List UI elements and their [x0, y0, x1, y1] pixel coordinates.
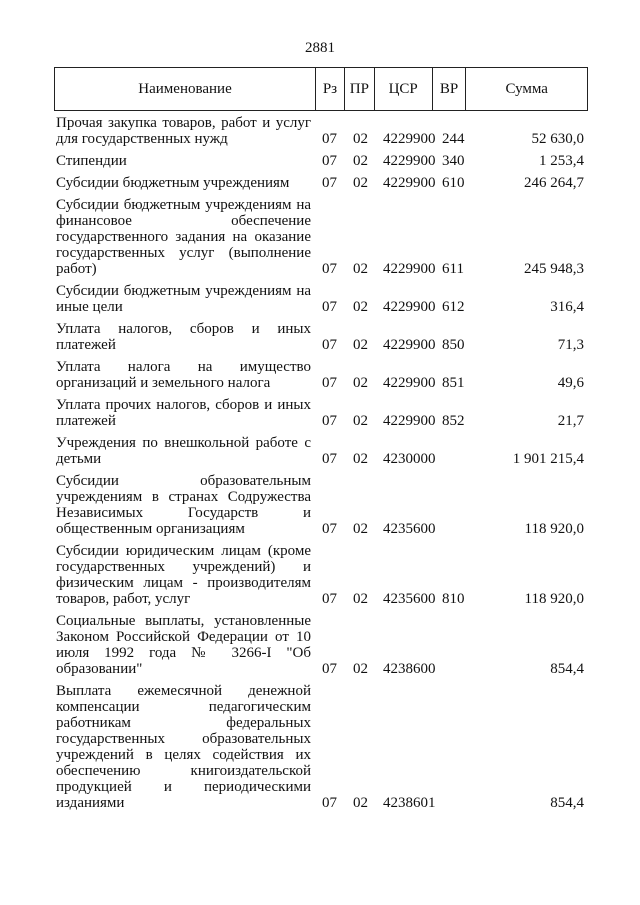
row-name: Уплата налогов, сборов и иных платежей: [56, 321, 311, 353]
page-number: 2881: [305, 40, 335, 56]
row-pr: 02: [353, 413, 368, 429]
row-sum: 118 920,0: [524, 591, 584, 607]
row-pr: 02: [353, 521, 368, 537]
row-sum: 21,7: [557, 413, 584, 429]
table-row: [56, 613, 586, 677]
row-pr: 02: [353, 795, 368, 811]
row-rz: 07: [322, 337, 337, 353]
row-csr: 4229900: [383, 375, 436, 391]
table-header: [54, 67, 588, 111]
row-csr: 4229900: [383, 261, 436, 277]
row-sum: 71,3: [557, 337, 584, 353]
header-name: Наименование: [138, 80, 232, 97]
row-csr: 4235600: [383, 521, 436, 537]
row-vr: 611: [442, 261, 464, 277]
row-name: Выплата ежемесячной денежной компенсации педагогическим работникам федеральных государственных образовательных учреждений в целях содействия их обеспечению книгоиздательской продукцией и периодическими изданиями: [56, 683, 311, 811]
row-rz: 07: [322, 591, 337, 607]
table-row: [56, 283, 586, 315]
row-name: Социальные выплаты, установленные Законом Российской Федерации от 10 июля 1992 года № 3266-I "Об образовании": [56, 613, 311, 677]
row-vr: 244: [442, 131, 465, 147]
row-vr: 810: [442, 591, 465, 607]
row-name: Субсидии бюджетным учреждениям на иные цели: [56, 283, 311, 315]
row-name: Уплата прочих налогов, сборов и иных платежей: [56, 397, 311, 429]
row-sum: 1 901 215,4: [512, 451, 584, 467]
row-vr: 612: [442, 299, 465, 315]
header-rz: Рз: [315, 68, 344, 110]
row-name: Субсидии образовательным учреждениям в странах Содружества Независимых Государств и общественным организациям: [56, 473, 311, 537]
row-rz: 07: [322, 299, 337, 315]
row-csr: 4229900: [383, 413, 436, 429]
table-row: [56, 197, 586, 277]
row-rz: 07: [322, 661, 337, 677]
row-rz: 07: [322, 413, 337, 429]
row-pr: 02: [353, 661, 368, 677]
row-csr: 4238601: [383, 795, 436, 811]
row-vr: 850: [442, 337, 465, 353]
row-sum: 854,4: [550, 795, 584, 811]
row-sum: 49,6: [557, 375, 584, 391]
table-row: [56, 153, 586, 169]
row-rz: 07: [322, 175, 337, 191]
row-vr: 610: [442, 175, 465, 191]
table-row: [56, 397, 586, 429]
row-csr: 4229900: [383, 153, 436, 169]
row-rz: 07: [322, 375, 337, 391]
row-name: Субсидии бюджетным учреждениям: [56, 175, 290, 191]
row-pr: 02: [353, 591, 368, 607]
row-vr: 851: [442, 375, 465, 391]
row-name: Уплата налога на имущество организаций и земельного налога: [56, 359, 311, 391]
row-sum: 1 253,4: [539, 153, 584, 169]
table-row: [56, 543, 586, 607]
row-sum: 118 920,0: [524, 521, 584, 537]
header-pr: ПР: [344, 68, 374, 110]
row-sum: 245 948,3: [524, 261, 584, 277]
row-csr: 4229900: [383, 299, 436, 315]
row-sum: 246 264,7: [524, 175, 584, 191]
row-pr: 02: [353, 337, 368, 353]
row-name: Учреждения по внешкольной работе с детьми: [56, 435, 311, 467]
row-rz: 07: [322, 795, 337, 811]
table-row: [56, 321, 586, 353]
row-pr: 02: [353, 451, 368, 467]
row-sum: 316,4: [550, 299, 584, 315]
row-pr: 02: [353, 153, 368, 169]
row-vr: 340: [442, 153, 465, 169]
row-rz: 07: [322, 131, 337, 147]
row-pr: 02: [353, 175, 368, 191]
row-csr: 4235600: [383, 591, 436, 607]
row-csr: 4238600: [383, 661, 436, 677]
row-name: Субсидии бюджетным учреждениям на финансовое обеспечение государственного задания на оказание государственных услуг (выполнение работ): [56, 197, 311, 277]
row-sum: 854,4: [550, 661, 584, 677]
table-row: [56, 359, 586, 391]
row-name: Прочая закупка товаров, работ и услуг для государственных нужд: [56, 115, 311, 147]
row-rz: 07: [322, 451, 337, 467]
row-csr: 4229900: [383, 337, 436, 353]
row-sum: 52 630,0: [531, 131, 584, 147]
header-sum: Сумма: [465, 68, 587, 110]
table-row: [56, 115, 586, 147]
table-row: [56, 175, 586, 191]
row-name: Стипендии: [56, 153, 127, 169]
header-csr: ЦСР: [374, 68, 432, 110]
table-row: [56, 683, 586, 811]
row-csr: 4230000: [383, 451, 436, 467]
row-rz: 07: [322, 261, 337, 277]
header-vr: ВР: [432, 68, 466, 110]
row-csr: 4229900: [383, 131, 436, 147]
row-csr: 4229900: [383, 175, 436, 191]
row-pr: 02: [353, 131, 368, 147]
table-row: [56, 473, 586, 537]
row-vr: 852: [442, 413, 465, 429]
table-row: [56, 435, 586, 467]
row-rz: 07: [322, 521, 337, 537]
table-body: [56, 115, 586, 817]
row-pr: 02: [353, 261, 368, 277]
row-pr: 02: [353, 299, 368, 315]
row-pr: 02: [353, 375, 368, 391]
row-name: Субсидии юридическим лицам (кроме государственных учреждений) и физическим лицам - производителям товаров, работ, услуг: [56, 543, 311, 607]
row-rz: 07: [322, 153, 337, 169]
